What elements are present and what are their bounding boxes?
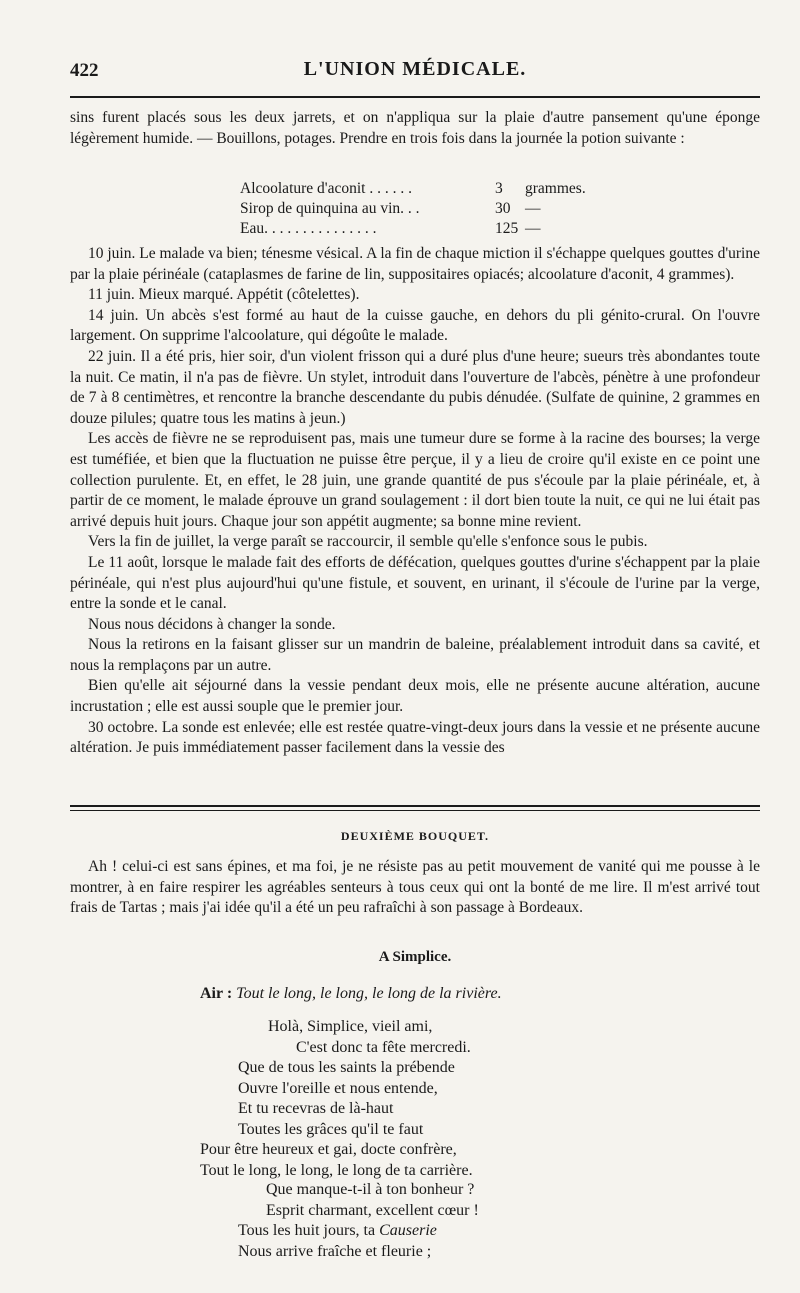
section-divider: [70, 805, 760, 807]
ingredient-name: Eau. . . . . . . . . . . . . . .: [240, 220, 377, 237]
paragraph: Bien qu'elle ait séjourné dans la vessie pendant deux mois, elle ne présente aucune altération, aucune incrustation ; elle est aussi souple que le premier jour.: [70, 677, 760, 716]
prescription-item: [240, 219, 580, 239]
ingredient-unit: —: [525, 220, 541, 237]
running-title: L'UNION MÉDICALE.: [303, 58, 527, 80]
page-number: 422: [70, 60, 99, 81]
ingredient-name: Alcoolature d'aconit . . . . . .: [240, 180, 412, 197]
poem-air: [200, 985, 502, 1003]
poem-line-italic: Causerie: [379, 1222, 437, 1239]
paragraph: Le 11 août, lorsque le malade fait des efforts de défécation, quelques gouttes d'urine s'échappent par la plaie périnéale, qui n'est plus aujourd'hui qu'une fistule, et souvent, en urinant, il s'écoule de l'urine par la verge, entre la sonde et le canal.: [70, 553, 760, 613]
ingredient-quantity: 30: [495, 200, 511, 217]
paragraph: 22 juin. Il a été pris, hier soir, d'un violent frisson qui a duré plus d'une heure; sueurs très abondantes toute la nuit. Ce matin, il n'a pas de fièvre. Un stylet, introduit dans l'ouverture de l'abcès, pénètre à une profondeur de 7 à 8 centimètres, et rencontre la branche descendante du pubis dénudée. (Sulfate de quinine, 2 grammes en douze pilules; quatre tous les matins à jeun.): [70, 347, 760, 427]
poem-line: Toutes les grâces qu'il te faut: [238, 1120, 424, 1138]
section-heading: DEUXIÈME BOUQUET.: [340, 829, 490, 843]
air-label: Air :: [200, 985, 233, 1002]
page-header: [70, 58, 760, 88]
paragraph: 10 juin. Le malade va bien; ténesme vésical. A la fin de chaque miction il s'échappe quelques gouttes d'urine par la plaie périnéale (cataplasmes de farine de lin, suppositaires opiacés; alcoolature d'aconit, 4 grammes).: [70, 245, 760, 283]
poem-stanza: [200, 1017, 473, 1181]
poem-line: Esprit charmant, excellent cœur !: [266, 1201, 479, 1219]
top-paragraph: [70, 108, 760, 149]
ingredient-unit: grammes.: [525, 180, 586, 197]
paragraph: Nous la retirons en la faisant glisser sur un mandrin de baleine, préalablement introduit dans sa cavité, et nous la remplaçons par un autre.: [70, 636, 760, 674]
air-tune: Tout le long, le long, le long de la rivière.: [236, 985, 502, 1002]
header-rule: [70, 96, 760, 98]
paragraph: 30 octobre. La sonde est enlevée; elle est restée quatre-vingt-deux jours dans la vessie et ne présente aucune altération. Je puis immédiatement passer facilement dans la vessie des: [70, 718, 760, 757]
poem-line: Nous arrive fraîche et fleurie ;: [238, 1242, 432, 1260]
bouquet-intro: [70, 857, 760, 919]
ingredient-quantity: 125: [495, 220, 519, 237]
poem-line: Tout le long, le long, le long de ta carrière.: [200, 1161, 473, 1179]
prescription-item: [240, 199, 580, 219]
ingredient-name: Sirop de quinquina au vin. . .: [240, 200, 420, 217]
poem-line: C'est donc ta fête mercredi.: [296, 1038, 471, 1056]
paragraph: Nous nous décidons à changer la sonde.: [88, 615, 336, 633]
paragraph: Vers la fin de juillet, la verge paraît se raccourcir, il semble qu'elle s'enfonce sous le pubis.: [88, 533, 648, 551]
poem-line-text: Tous les huit jours, ta: [238, 1222, 380, 1239]
poem-title: A Simplice.: [378, 949, 452, 965]
poem-line: Que de tous les saints la prébende: [238, 1059, 455, 1076]
paragraph: 14 juin. Un abcès s'est formé au haut de la cuisse gauche, en dehors du pli génito-crural. On l'ouvre largement. On supprime l'alcoolature, qui dégoûte le malade.: [70, 306, 760, 345]
ingredient-unit: —: [525, 200, 541, 217]
poem-line: Ouvre l'oreille et nous entende,: [238, 1079, 438, 1097]
prescription-item: [240, 179, 586, 199]
poem-line: Pour être heureux et gai, docte confrère,: [200, 1141, 457, 1158]
paragraph: sins furent placés sous les deux jarrets, et on n'appliqua sur la plaie d'autre pansement qu'une éponge légèrement humide. — Bouillons, potages. Prendre en trois fois dans la journée la potion suivante :: [70, 109, 760, 147]
section-divider-thin: [70, 810, 760, 811]
ingredient-quantity: 3: [495, 180, 503, 197]
poem-line: Que manque-t-il à ton bonheur ?: [266, 1181, 475, 1198]
poem-stanza: [238, 1180, 479, 1262]
case-report-body: [70, 244, 760, 759]
paragraph: Les accès de fièvre ne se reproduisent pas, mais une tumeur dure se forme à la racine des bourses; la verge est tuméfiée, et bien que la fluctuation ne puisse être perçue, il y a lieu de croire qu'il existe en ce point une collection purulente. Et, en effet, le 28 juin, une grande quantité de pus s'écoule par la plaie périnéale, et, à partir de ce moment, le malade éprouve un grand soulagement : il dort bien toute la nuit, ce qui ne lui était pas arrivé depuis huit jours. Chaque jour son appétit augmente; sa bonne mine revient.: [70, 430, 760, 530]
poem-line: [238, 1221, 479, 1242]
prescription-list: [240, 179, 586, 239]
paragraph: Ah ! celui-ci est sans épines, et ma foi, je ne résiste pas au petit mouvement de vanité qui me pousse à le montrer, à en faire respirer les agréables senteurs à tous ceux qui ont la bonté de me lire. Il m'est arrivé tout frais de Tartas ; mais j'ai idée qu'il a été un peu rafraîchi à son passage à Bordeaux.: [70, 858, 760, 917]
paragraph: 11 juin. Mieux marqué. Appétit (côtelettes).: [88, 286, 360, 304]
poem-line: Et tu recevras de là-haut: [238, 1100, 394, 1117]
poem-line: Holà, Simplice, vieil ami,: [268, 1018, 433, 1035]
